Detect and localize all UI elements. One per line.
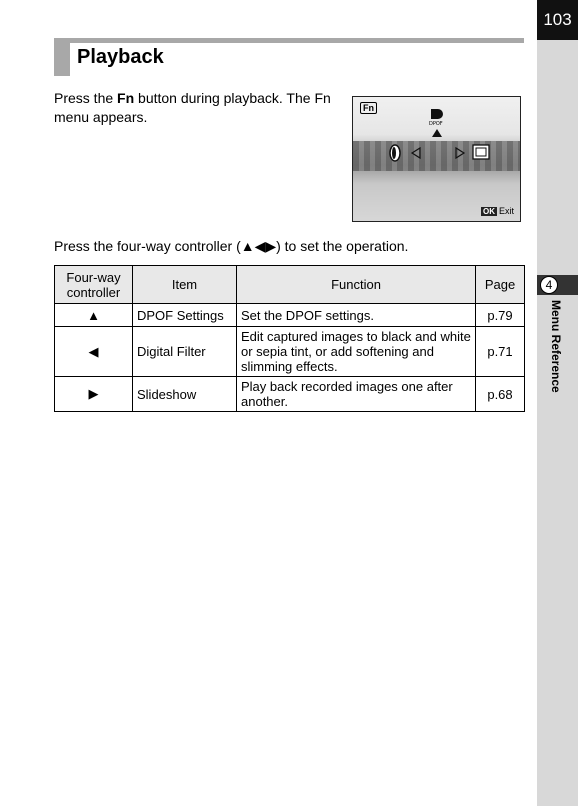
chapter-title: Menu Reference	[549, 300, 563, 393]
intro-paragraph	[54, 89, 344, 127]
controller-cell: ◀	[55, 327, 133, 377]
item-cell: Digital Filter	[133, 327, 237, 377]
item-cell: DPOF Settings	[133, 304, 237, 327]
header-page: Page	[476, 266, 525, 304]
fn-badge: Fn	[360, 102, 377, 114]
side-tab-strip	[537, 0, 578, 806]
digital-filter-icon	[390, 145, 400, 161]
instruction-text: Press the four-way controller (▲◀▶) to set the operation.	[54, 238, 409, 254]
page-cell: p.79	[476, 304, 525, 327]
header-function: Function	[237, 266, 476, 304]
chapter-tab	[537, 275, 578, 295]
title-rule	[54, 38, 524, 43]
intro-before: Press the	[54, 90, 118, 106]
dpof-icon	[431, 109, 443, 119]
title-block	[54, 38, 70, 76]
fn-menu-overlay	[353, 97, 521, 222]
header-controller: Four-way controller	[55, 266, 133, 304]
page-cell: p.68	[476, 377, 525, 412]
table-row	[55, 377, 525, 412]
function-cell: Edit captured images to black and white or sepia tint, or add softening and slimming effects.	[237, 327, 476, 377]
function-cell: Play back recorded images one after another.	[237, 377, 476, 412]
exit-label	[481, 206, 514, 216]
intro-after: button during playback. The Fn menu appears.	[54, 90, 331, 125]
operation-table	[54, 265, 525, 412]
up-arrow-icon	[432, 129, 442, 137]
controller-cell: ▶	[55, 377, 133, 412]
camera-screen-illustration	[352, 96, 521, 222]
table-row	[55, 304, 525, 327]
section-title: Playback	[77, 46, 164, 68]
slideshow-icon	[473, 145, 489, 159]
left-arrow-icon	[412, 148, 420, 158]
chapter-number: 4	[540, 276, 558, 294]
controller-cell: ▲	[55, 304, 133, 327]
function-cell: Set the DPOF settings.	[237, 304, 476, 327]
item-cell: Slideshow	[133, 377, 237, 412]
page-number: 103	[537, 0, 578, 40]
table-row	[55, 327, 525, 377]
fn-key-label: Fn	[117, 90, 135, 106]
page-cell: p.71	[476, 327, 525, 377]
exit-text: Exit	[498, 206, 514, 216]
ok-key: OK	[482, 207, 495, 216]
dpof-label: DPOF	[429, 121, 443, 127]
header-item: Item	[133, 266, 237, 304]
right-arrow-icon	[456, 148, 464, 158]
